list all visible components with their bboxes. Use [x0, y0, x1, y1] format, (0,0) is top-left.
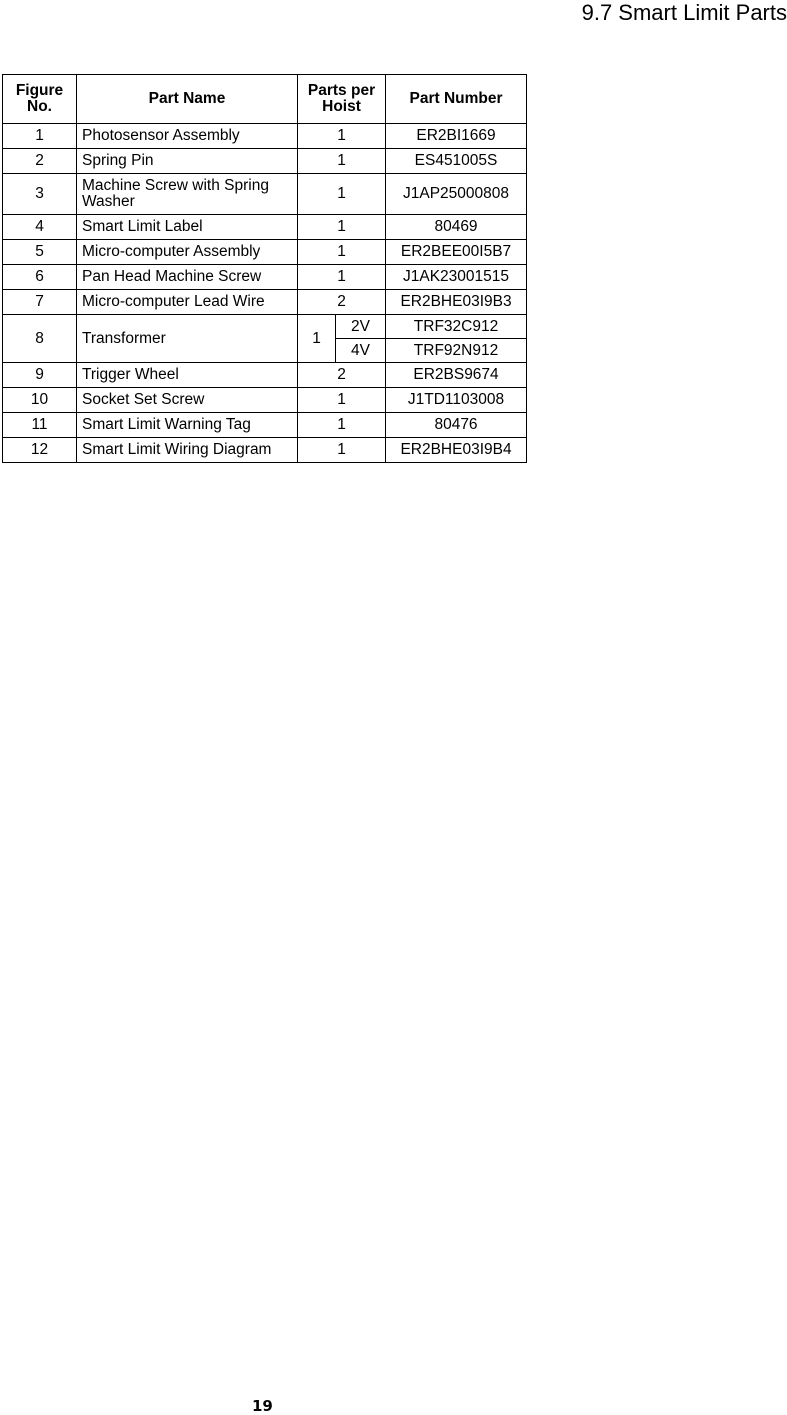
- cell-part-name: Smart Limit Label: [77, 215, 298, 240]
- cell-qty: 1: [298, 315, 336, 363]
- table-row: [3, 438, 527, 463]
- cell-part-name: Smart Limit Warning Tag: [77, 413, 298, 438]
- cell-qty: 1: [298, 413, 386, 438]
- table-row: [3, 290, 527, 315]
- parts-table: [2, 74, 527, 463]
- cell-figure-no: 2: [3, 149, 77, 174]
- cell-part-name: Micro-computer Assembly: [77, 240, 298, 265]
- cell-figure-no: 12: [3, 438, 77, 463]
- cell-figure-no: 11: [3, 413, 77, 438]
- cell-figure-no: 1: [3, 124, 77, 149]
- cell-qty: 1: [298, 149, 386, 174]
- table-row: [3, 413, 527, 438]
- cell-part-number: ER2BHE03I9B4: [386, 438, 527, 463]
- table-row: [3, 174, 527, 215]
- table-row: [3, 265, 527, 290]
- cell-part-number: TRF32C912: [386, 315, 527, 339]
- table-header-row: [3, 75, 527, 124]
- cell-part-number: 80476: [386, 413, 527, 438]
- cell-voltage: 4V: [336, 339, 386, 363]
- table-row: [3, 363, 527, 388]
- cell-part-number: ER2BS9674: [386, 363, 527, 388]
- cell-qty: 1: [298, 388, 386, 413]
- cell-part-name: Photosensor Assembly: [77, 124, 298, 149]
- table-row: [3, 388, 527, 413]
- cell-qty: 1: [298, 265, 386, 290]
- cell-figure-no: 10: [3, 388, 77, 413]
- table-row: [3, 149, 527, 174]
- cell-part-number: ER2BEE00I5B7: [386, 240, 527, 265]
- header-parts-per-hoist: Parts per Hoist: [298, 75, 386, 124]
- cell-qty: 1: [298, 215, 386, 240]
- table-row: [3, 315, 527, 339]
- cell-figure-no: 7: [3, 290, 77, 315]
- cell-part-number: ER2BHE03I9B3: [386, 290, 527, 315]
- cell-part-name: Spring Pin: [77, 149, 298, 174]
- cell-part-name: Transformer: [77, 315, 298, 363]
- section-title: 9.7 Smart Limit Parts: [581, 0, 787, 25]
- cell-qty: 1: [298, 124, 386, 149]
- table-row: [3, 215, 527, 240]
- cell-part-number: J1TD1103008: [386, 388, 527, 413]
- table-row: [3, 124, 527, 149]
- cell-figure-no: 3: [3, 174, 77, 215]
- cell-qty: 2: [298, 290, 386, 315]
- cell-part-number: 80469: [386, 215, 527, 240]
- cell-part-name: Pan Head Machine Screw: [77, 265, 298, 290]
- cell-figure-no: 6: [3, 265, 77, 290]
- cell-figure-no: 8: [3, 315, 77, 363]
- cell-part-name: Smart Limit Wiring Diagram: [77, 438, 298, 463]
- cell-part-number: J1AK23001515: [386, 265, 527, 290]
- cell-part-name: Micro-computer Lead Wire: [77, 290, 298, 315]
- header-part-name: Part Name: [77, 75, 298, 124]
- table-row: [3, 240, 527, 265]
- cell-qty: 1: [298, 240, 386, 265]
- cell-figure-no: 4: [3, 215, 77, 240]
- header-part-number: Part Number: [386, 75, 527, 124]
- cell-figure-no: 5: [3, 240, 77, 265]
- cell-part-number: J1AP25000808: [386, 174, 527, 215]
- cell-voltage: 2V: [336, 315, 386, 339]
- cell-figure-no: 9: [3, 363, 77, 388]
- cell-part-number: ER2BI1669: [386, 124, 527, 149]
- cell-part-number: ES451005S: [386, 149, 527, 174]
- cell-part-number: TRF92N912: [386, 339, 527, 363]
- cell-qty: 1: [298, 438, 386, 463]
- cell-qty: 2: [298, 363, 386, 388]
- cell-part-name: Machine Screw with Spring Washer: [77, 174, 298, 215]
- cell-part-name: Socket Set Screw: [77, 388, 298, 413]
- cell-qty: 1: [298, 174, 386, 215]
- page-number: 19: [252, 1397, 273, 1415]
- header-figure-no: Figure No.: [3, 75, 77, 124]
- cell-part-name: Trigger Wheel: [77, 363, 298, 388]
